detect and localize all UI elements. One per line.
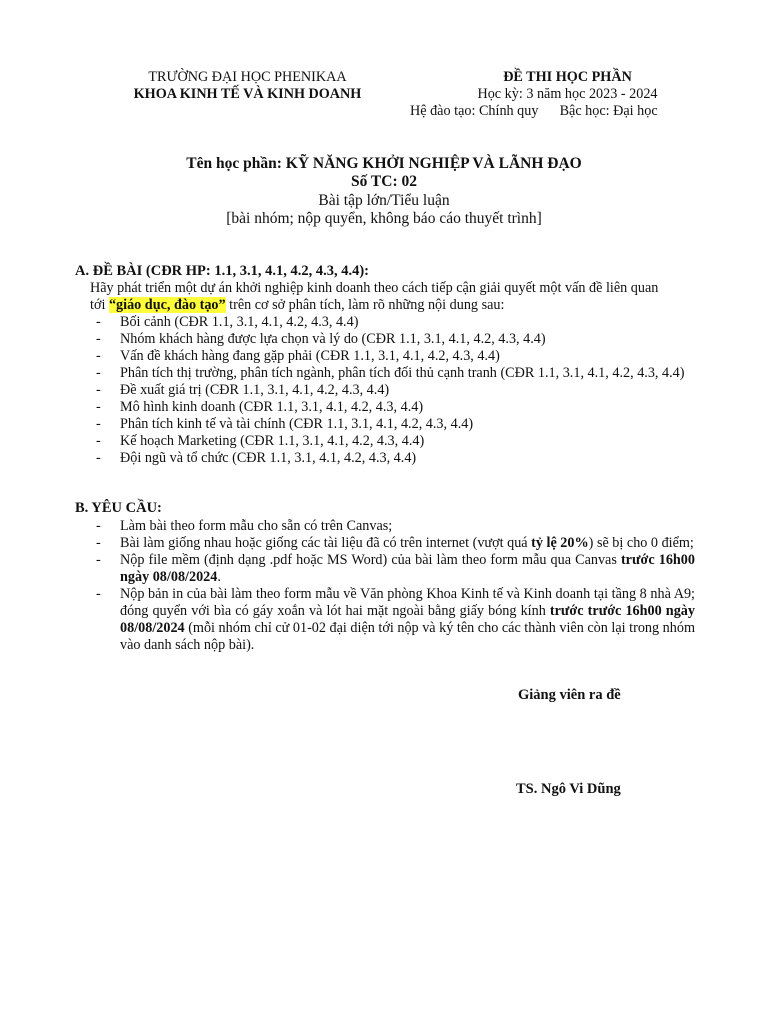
intro-suffix: trên cơ sở phân tích, làm rõ những nội dung sau: [225,297,505,313]
university-name: TRƯỜNG ĐẠI HỌC PHENIKAA [148,69,347,85]
exam-title: ĐỀ THI HỌC PHẦN [503,69,632,85]
plagiarism-threshold: tỷ lệ 20% [531,535,589,551]
section-a-intro-line2 [90,297,695,314]
list-item: - Nộp file mềm (định dạng .pdf hoặc MS Word) của bài làm theo form mẫu qua Canvas trước 16h00 ngày 08/08/2024. [96,552,695,585]
signature-role: Giảng viên ra đề [518,687,621,703]
list-item: - Bài làm giống nhau hoặc giống các tài liệu đã có trên internet (vượt quá tỷ lệ 20%) sẽ bị cho 0 điểm; [96,535,694,551]
list-item: - Nhóm khách hàng được lựa chọn và lý do (CĐR 1.1, 3.1, 4.1, 4.2, 4.3, 4.4) [96,331,546,347]
course-type: Bài tập lớn/Tiểu luận [318,192,450,209]
training-system: Hệ đào tạo: Chính quy [410,103,539,119]
signature-name: TS. Ngô Vi Dũng [516,781,621,797]
section-a-title: A. ĐỀ BÀI (CĐR HP: 1.1, 3.1, 4.1, 4.2, 4.3, 4.4): [75,263,370,279]
list-item: - Bối cảnh (CĐR 1.1, 3.1, 4.1, 4.2, 4.3, 4.4) [96,314,359,330]
section-b-list [90,518,695,654]
list-item: - Kế hoạch Marketing (CĐR 1.1, 3.1, 4.1, 4.2, 4.3, 4.4) [96,433,425,449]
section-a-intro-line1: Hãy phát triển một dự án khởi nghiệp kinh doanh theo cách tiếp cận giải quyết một vấn đề liên quan [90,280,659,296]
course-name-line [60,154,708,173]
list-item: - Vấn đề khách hàng đang gặp phải (CĐR 1.1, 3.1, 4.1, 4.2, 4.3, 4.4) [96,348,500,364]
list-item: - Phân tích thị trường, phân tích ngành, phân tích đối thủ cạnh tranh (CĐR 1.1, 3.1, 4.1, 4.2, 4.3, 4.4) [96,365,685,381]
course-credits: Số TC: 02 [350,173,418,190]
highlighted-topic: “giáo dục, đào tạo” [108,297,226,313]
training-info [410,103,658,120]
list-item: - Phân tích kinh tế và tài chính (CĐR 1.1, 3.1, 4.1, 4.2, 4.3, 4.4) [96,416,474,432]
soft-copy-deadline: trước 16h00 ngày 08/08/2024 [120,552,695,585]
semester: Học kỳ: 3 năm học 2023 - 2024 [477,86,658,102]
list-item: - Đề xuất giá trị (CĐR 1.1, 3.1, 4.1, 4.2, 4.3, 4.4) [96,382,390,398]
list-item: - Nộp bản in của bài làm theo form mẫu về Văn phòng Khoa Kinh tế và Kinh doanh tại tầng 8 nhà A9; đóng quyển với bìa có gáy xoắn và lót hai mặt ngoài bằng giấy bóng kính trước trước 16h00 ngày 08/08/2024 (mỗi nhóm chỉ cử 01-02 đại diện tới nộp và ký tên cho các thành viên còn lại trong nhóm vào danh sách nộp bài). [96,586,695,653]
intro-prefix: tới [90,297,109,313]
faculty-name: KHOA KINH TẾ VÀ KINH DOANH [133,86,362,102]
degree-level: Bậc học: Đại học [559,103,658,119]
list-item: - Làm bài theo form mẫu cho sẵn có trên Canvas; [96,518,393,534]
course-note: [bài nhóm; nộp quyển, không báo cáo thuyết trình] [226,210,542,227]
course-name-prefix: Tên học phần: [186,155,286,172]
list-item: - Đội ngũ và tổ chức (CĐR 1.1, 3.1, 4.1, 4.2, 4.3, 4.4) [96,450,417,466]
section-a-intro [90,280,695,314]
list-item: - Mô hình kinh doanh (CĐR 1.1, 3.1, 4.1, 4.2, 4.3, 4.4) [96,399,424,415]
course-name: KỸ NĂNG KHỞI NGHIỆP VÀ LÃNH ĐẠO [285,155,582,172]
hard-copy-deadline: trước trước 16h00 ngày 08/08/2024 [120,603,695,636]
section-a-list [90,314,695,467]
section-b-title: B. YÊU CẦU: [75,500,162,516]
